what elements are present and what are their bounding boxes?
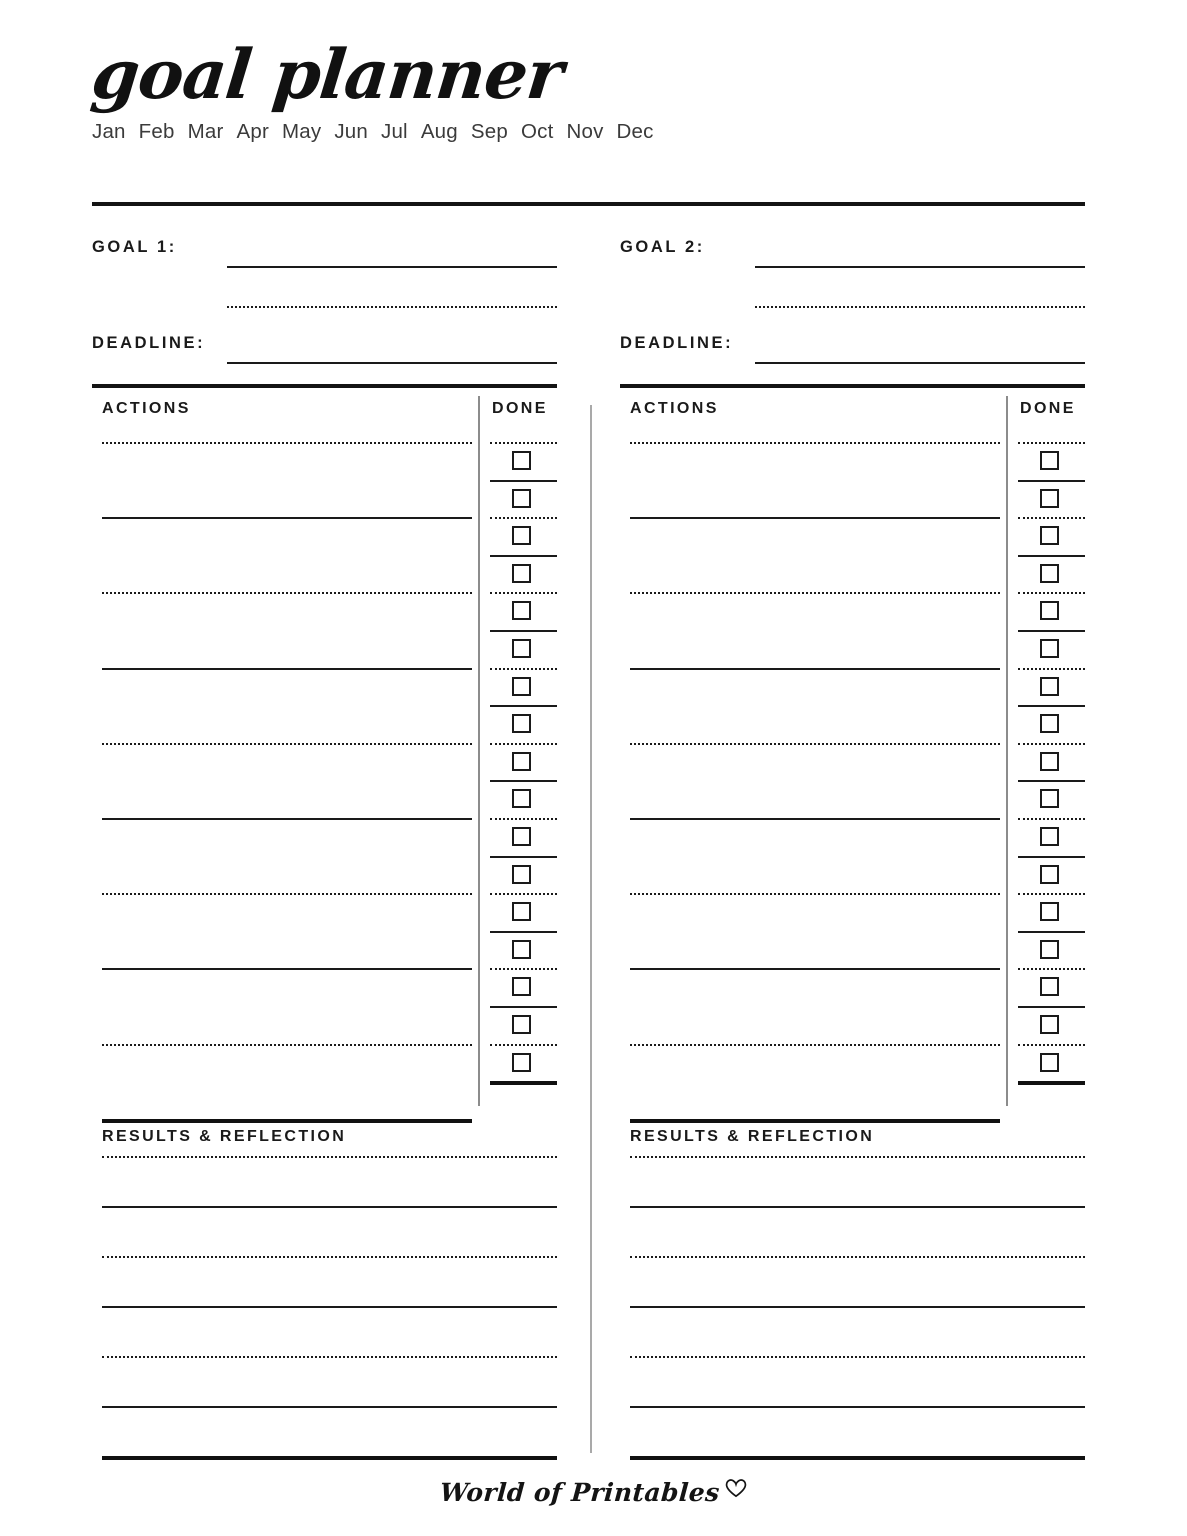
- done-checkbox[interactable]: [512, 977, 531, 996]
- month-jun[interactable]: Jun: [334, 120, 368, 143]
- done-row-rule: [1018, 1044, 1085, 1046]
- done-checkbox[interactable]: [1040, 639, 1059, 658]
- done-checkbox[interactable]: [1040, 977, 1059, 996]
- done-row-rule: [490, 743, 557, 745]
- goal-note-row-2: [620, 276, 1085, 324]
- action-write-line[interactable]: [102, 668, 472, 670]
- goal-field-row-2: [620, 228, 1085, 276]
- done-checkbox[interactable]: [512, 1053, 531, 1072]
- goal-label-2: GOAL 2:: [620, 238, 705, 256]
- goal-panel-1: [92, 228, 557, 1145]
- results-write-line[interactable]: [102, 1156, 557, 1158]
- brand-name: World of Printables: [438, 1478, 721, 1507]
- done-checkbox[interactable]: [512, 1015, 531, 1034]
- done-checkbox[interactable]: [1040, 677, 1059, 696]
- action-write-line[interactable]: [630, 743, 1000, 745]
- done-row-rule: [490, 592, 557, 594]
- goal-input-line-1[interactable]: [227, 266, 557, 269]
- action-write-line[interactable]: [102, 1044, 472, 1046]
- done-checkbox[interactable]: [512, 639, 531, 658]
- done-row-rule: [1018, 442, 1085, 444]
- month-nov[interactable]: Nov: [566, 120, 604, 143]
- action-write-line[interactable]: [102, 893, 472, 895]
- results-title-2: RESULTS & REFLECTION: [630, 1128, 875, 1145]
- done-row-rule: [490, 856, 557, 858]
- done-checkbox[interactable]: [1040, 752, 1059, 771]
- done-checkbox[interactable]: [512, 902, 531, 921]
- deadline-input-line-2[interactable]: [755, 362, 1085, 365]
- month-jul[interactable]: Jul: [381, 120, 408, 143]
- actions-column-header-2: ACTIONS: [630, 400, 719, 417]
- done-row-rule: [490, 705, 557, 707]
- action-write-line[interactable]: [630, 818, 1000, 820]
- month-row: [92, 120, 1092, 144]
- actions-done-divider-1: [478, 396, 480, 1106]
- done-row-rule: [1018, 480, 1085, 482]
- month-mar[interactable]: Mar: [187, 120, 224, 143]
- action-write-line[interactable]: [630, 1044, 1000, 1046]
- goal-panel-2: [620, 228, 1085, 1145]
- done-row-rule: [1018, 1081, 1085, 1085]
- goal-label-1: GOAL 1:: [92, 238, 177, 256]
- action-write-line[interactable]: [102, 968, 472, 970]
- results-write-lines-2: [630, 1156, 1085, 1456]
- results-write-line[interactable]: [102, 1456, 557, 1460]
- deadline-field-row-2: [620, 324, 1085, 372]
- results-write-line[interactable]: [102, 1306, 557, 1308]
- done-row-rule: [490, 1006, 557, 1008]
- month-jan[interactable]: Jan: [92, 120, 126, 143]
- results-write-line[interactable]: [630, 1406, 1085, 1408]
- done-checkbox[interactable]: [1040, 564, 1059, 583]
- done-row-rule: [1018, 856, 1085, 858]
- action-write-line[interactable]: [102, 442, 472, 444]
- done-checkbox[interactable]: [512, 564, 531, 583]
- done-row-rule: [1018, 592, 1085, 594]
- done-row-rule: [1018, 668, 1085, 670]
- results-write-line[interactable]: [630, 1356, 1085, 1358]
- panel-center-divider: [590, 405, 592, 1453]
- done-checkbox[interactable]: [512, 940, 531, 959]
- done-checkbox[interactable]: [1040, 827, 1059, 846]
- done-checkbox[interactable]: [1040, 902, 1059, 921]
- done-row-rule: [490, 1081, 557, 1085]
- goal-note-row-1: [92, 276, 557, 324]
- done-checkbox[interactable]: [512, 827, 531, 846]
- action-write-line[interactable]: [630, 442, 1000, 444]
- deadline-label-2: DEADLINE:: [620, 334, 734, 352]
- actions-table-body-2: [620, 428, 1085, 1106]
- actions-column-header-1: ACTIONS: [102, 400, 191, 417]
- page-footer: [0, 1478, 1187, 1507]
- results-title-1: RESULTS & REFLECTION: [102, 1128, 347, 1145]
- month-sep[interactable]: Sep: [470, 120, 508, 143]
- done-column-header-1: DONE: [492, 400, 548, 417]
- results-write-line[interactable]: [630, 1456, 1085, 1460]
- done-checkbox[interactable]: [512, 789, 531, 808]
- done-checkbox[interactable]: [512, 752, 531, 771]
- done-row-rule: [490, 442, 557, 444]
- page-title: goal planner: [87, 35, 567, 115]
- results-write-line[interactable]: [102, 1356, 557, 1358]
- done-checkbox[interactable]: [512, 677, 531, 696]
- actions-done-divider-2: [1006, 396, 1008, 1106]
- done-column-header-2: DONE: [1020, 400, 1076, 417]
- goal-field-row-1: [92, 228, 557, 276]
- results-write-line[interactable]: [630, 1206, 1085, 1208]
- results-write-lines-1: [102, 1156, 557, 1456]
- done-checkbox-column-1: [490, 428, 557, 1106]
- done-checkbox[interactable]: [1040, 865, 1059, 884]
- deadline-field-row-1: [92, 324, 557, 372]
- done-row-rule: [1018, 705, 1085, 707]
- heart-outline-icon: [725, 1478, 747, 1503]
- action-write-line[interactable]: [630, 517, 1000, 519]
- done-row-rule: [490, 517, 557, 519]
- done-row-rule: [490, 1044, 557, 1046]
- actions-table-body-1: [92, 428, 557, 1106]
- action-write-line[interactable]: [630, 893, 1000, 895]
- done-checkbox[interactable]: [512, 865, 531, 884]
- done-checkbox[interactable]: [512, 489, 531, 508]
- actions-write-lines-2: [630, 428, 1000, 1106]
- done-row-rule: [490, 818, 557, 820]
- action-write-line[interactable]: [102, 743, 472, 745]
- action-write-line[interactable]: [102, 592, 472, 594]
- done-row-rule: [490, 630, 557, 632]
- done-row-rule: [490, 968, 557, 970]
- month-dec[interactable]: Dec: [616, 120, 654, 143]
- page-header: [87, 35, 1092, 144]
- done-row-rule: [490, 480, 557, 482]
- header-divider-rule: [92, 202, 1085, 206]
- action-write-line[interactable]: [102, 517, 472, 519]
- actions-write-lines-1: [102, 428, 472, 1106]
- action-write-line[interactable]: [102, 1119, 472, 1123]
- results-write-line[interactable]: [630, 1156, 1085, 1158]
- results-write-line[interactable]: [102, 1206, 557, 1208]
- done-row-rule: [1018, 780, 1085, 782]
- done-row-rule: [1018, 517, 1085, 519]
- actions-table-header-2: [620, 388, 1085, 428]
- done-checkbox[interactable]: [512, 451, 531, 470]
- results-write-line[interactable]: [630, 1306, 1085, 1308]
- done-row-rule: [1018, 931, 1085, 933]
- done-checkbox[interactable]: [1040, 526, 1059, 545]
- done-row-rule: [490, 780, 557, 782]
- month-aug[interactable]: Aug: [420, 120, 458, 143]
- done-row-rule: [490, 668, 557, 670]
- month-feb[interactable]: Feb: [138, 120, 175, 143]
- done-row-rule: [1018, 818, 1085, 820]
- done-row-rule: [1018, 555, 1085, 557]
- results-write-line[interactable]: [630, 1256, 1085, 1258]
- done-checkbox[interactable]: [512, 714, 531, 733]
- done-checkbox[interactable]: [1040, 489, 1059, 508]
- results-write-line[interactable]: [102, 1406, 557, 1408]
- month-oct[interactable]: Oct: [520, 120, 554, 143]
- month-may[interactable]: May: [282, 120, 322, 143]
- deadline-label-1: DEADLINE:: [92, 334, 206, 352]
- action-write-line[interactable]: [630, 968, 1000, 970]
- done-row-rule: [1018, 893, 1085, 895]
- done-row-rule: [1018, 1006, 1085, 1008]
- done-checkbox[interactable]: [512, 601, 531, 620]
- done-checkbox[interactable]: [1040, 714, 1059, 733]
- action-write-line[interactable]: [630, 1119, 1000, 1123]
- deadline-input-line-1[interactable]: [227, 362, 557, 365]
- done-checkbox-column-2: [1018, 428, 1085, 1106]
- action-write-line[interactable]: [102, 818, 472, 820]
- goal-note-line-1[interactable]: [227, 306, 557, 308]
- done-checkbox[interactable]: [1040, 1015, 1059, 1034]
- done-checkbox[interactable]: [1040, 601, 1059, 620]
- done-checkbox[interactable]: [1040, 940, 1059, 959]
- done-checkbox[interactable]: [1040, 1053, 1059, 1072]
- results-write-line[interactable]: [102, 1256, 557, 1258]
- done-row-rule: [1018, 743, 1085, 745]
- done-row-rule: [1018, 630, 1085, 632]
- done-checkbox[interactable]: [1040, 451, 1059, 470]
- done-row-rule: [490, 555, 557, 557]
- goal-input-line-2[interactable]: [755, 266, 1085, 269]
- done-checkbox[interactable]: [512, 526, 531, 545]
- action-write-line[interactable]: [630, 592, 1000, 594]
- goal-note-line-2[interactable]: [755, 306, 1085, 308]
- done-row-rule: [1018, 968, 1085, 970]
- month-apr[interactable]: Apr: [236, 120, 270, 143]
- done-checkbox[interactable]: [1040, 789, 1059, 808]
- done-row-rule: [490, 893, 557, 895]
- done-row-rule: [490, 931, 557, 933]
- actions-table-header-1: [92, 388, 557, 428]
- action-write-line[interactable]: [630, 668, 1000, 670]
